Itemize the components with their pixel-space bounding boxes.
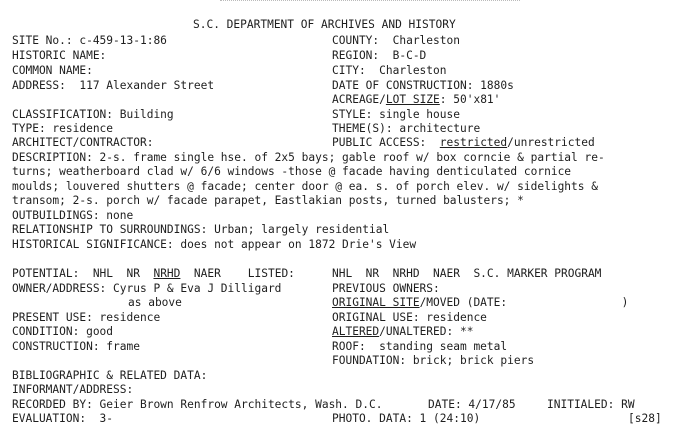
altered-label: ALTERED bbox=[332, 325, 380, 338]
outbuildings: OUTBUILDINGS: none bbox=[12, 209, 134, 222]
architect-contractor: ARCHITECT/CONTRACTOR: bbox=[12, 136, 154, 149]
sheet-reference: [s28] bbox=[628, 412, 662, 425]
initialed: INITIALED: RW bbox=[547, 398, 635, 411]
common-name: COMMON NAME: bbox=[12, 64, 93, 77]
original-site-moved bbox=[332, 296, 628, 310]
building-type: TYPE: residence bbox=[12, 122, 114, 135]
description-line-3: moulds; louvered shutters @ facade; center door @ ea. s. of porch elev. w/ sidelights & bbox=[12, 180, 598, 193]
restricted-option: restricted bbox=[439, 136, 508, 149]
condition: CONDITION: good bbox=[12, 325, 114, 338]
previous-owners: PREVIOUS OWNERS: bbox=[332, 282, 440, 295]
potential-prefix: POTENTIAL: NHL NR bbox=[12, 267, 154, 280]
unrestricted-option: /unrestricted bbox=[507, 136, 595, 149]
photo-data: PHOTO. DATA: 1 (24:10) bbox=[332, 412, 481, 425]
city: CITY: Charleston bbox=[332, 64, 447, 77]
relationship-to-surroundings: RELATIONSHIP TO SURROUNDINGS: Urban; largely residential bbox=[12, 223, 390, 236]
owner-address: OWNER/ADDRESS: Cyrus P & Eva J Dilligard bbox=[12, 282, 282, 295]
original-site-label: ORIGINAL SITE bbox=[332, 296, 420, 309]
potential-suffix: NAER LISTED: bbox=[180, 267, 295, 280]
owner-address-line-2: as above bbox=[128, 296, 182, 309]
historic-name: HISTORIC NAME: bbox=[12, 49, 107, 62]
top-edge-mark bbox=[220, 0, 520, 5]
description-line-1: DESCRIPTION: 2-s. frame single hse. of 2x5 bays; gable roof w/ box corncie & partial re- bbox=[12, 151, 605, 164]
potential bbox=[12, 267, 295, 281]
lot-size-label: LOT SIZE bbox=[385, 93, 440, 106]
public-access-label: PUBLIC ACCESS: bbox=[332, 136, 440, 149]
potential-nrhd: NRHD bbox=[153, 267, 181, 280]
historical-significance: HISTORICAL SIGNIFICANCE: does not appear on 1872 Drie's View bbox=[12, 238, 417, 251]
listed-programs: NHL NR NRHD NAER S.C. MARKER PROGRAM bbox=[332, 267, 602, 280]
style: STYLE: single house bbox=[332, 108, 460, 121]
date-of-construction: DATE OF CONSTRUCTION: 1880s bbox=[332, 79, 514, 92]
unaltered-value: /UNALTERED: ** bbox=[379, 325, 474, 338]
description-line-2: turns; weatherboard clad w/ 6/6 windows -those @ facade having denticulated cornice bbox=[12, 165, 572, 178]
bibliographic-data: BIBLIOGRAPHIC & RELATED DATA: bbox=[12, 369, 208, 382]
region: REGION: B-C-D bbox=[332, 49, 427, 62]
site-number: SITE No.: c-459-13-1:86 bbox=[12, 34, 167, 47]
county: COUNTY: Charleston bbox=[332, 34, 460, 47]
description-line-4: transom; 2-s. porch w/ facade parapet, Eastlakian posts, turned balusters; * bbox=[12, 194, 524, 207]
informant-address: INFORMANT/ADDRESS: bbox=[12, 383, 134, 396]
lot-size-value: : 50'x81' bbox=[439, 93, 501, 106]
recorded-by: RECORDED BY: Geier Brown Renfrow Architects, Wash. D.C. bbox=[12, 398, 383, 411]
altered-unaltered bbox=[332, 325, 473, 339]
acreage-lot-size bbox=[332, 93, 500, 107]
moved-date: /MOVED (DATE: ) bbox=[419, 296, 629, 309]
roof: ROOF: standing seam metal bbox=[332, 340, 508, 353]
address: ADDRESS: 117 Alexander Street bbox=[12, 79, 215, 92]
public-access bbox=[332, 136, 595, 150]
form-title: S.C. DEPARTMENT OF ARCHIVES AND HISTORY bbox=[193, 18, 456, 31]
classification: CLASSIFICATION: Building bbox=[12, 108, 174, 121]
present-use: PRESENT USE: residence bbox=[12, 311, 161, 324]
themes: THEME(S): architecture bbox=[332, 122, 481, 135]
construction: CONSTRUCTION: frame bbox=[12, 340, 140, 353]
date-recorded: DATE: 4/17/85 bbox=[428, 398, 516, 411]
foundation: FOUNDATION: brick; brick piers bbox=[332, 354, 535, 367]
acreage-label: ACREAGE/ bbox=[332, 93, 386, 106]
original-use: ORIGINAL USE: residence bbox=[332, 311, 487, 324]
evaluation: EVALUATION: 3- bbox=[12, 412, 114, 425]
